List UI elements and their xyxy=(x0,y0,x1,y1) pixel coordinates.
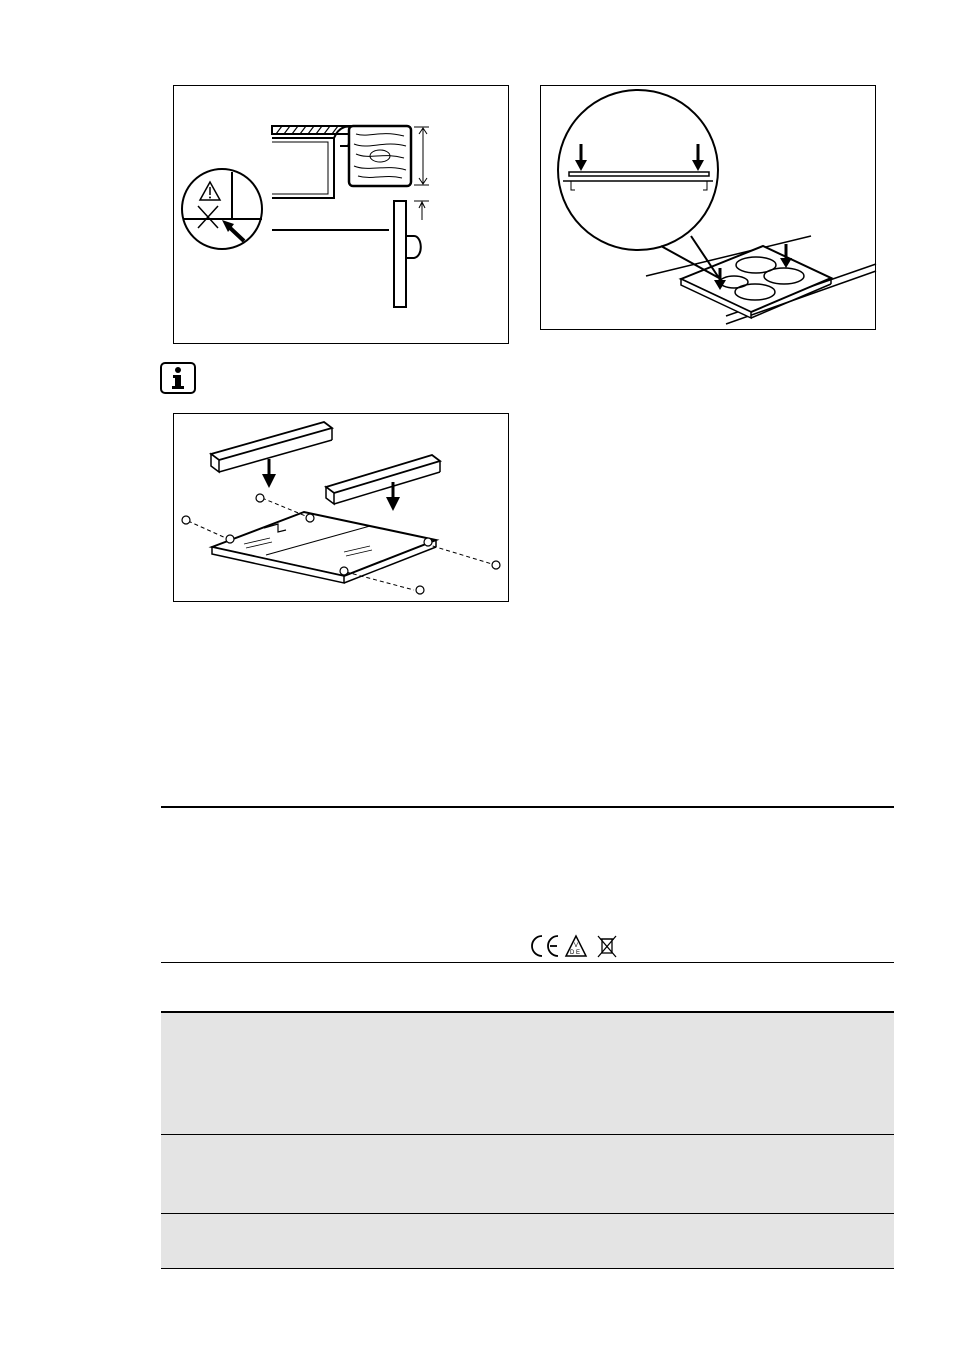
weee-crossed-bin-icon xyxy=(598,936,616,957)
conformity-marks xyxy=(528,932,628,965)
figure-worktop-cross-section xyxy=(173,85,509,344)
section-top-rule xyxy=(161,806,894,808)
vde-mark-icon xyxy=(566,936,586,956)
worktop-cross-section-drawing xyxy=(174,86,510,345)
info-icon xyxy=(160,362,196,394)
figure-hob-placement xyxy=(540,85,876,330)
figure-mounting-brackets xyxy=(173,413,509,602)
table-band-2 xyxy=(161,1135,894,1213)
table-bottom-rule xyxy=(161,1268,894,1269)
hob-placement-drawing xyxy=(541,86,877,331)
mounting-bracket-drawing xyxy=(174,414,510,603)
table-band-3 xyxy=(161,1214,894,1268)
svg-text:D E: D E xyxy=(570,950,581,956)
ce-mark-icon xyxy=(532,936,558,956)
svg-text:V: V xyxy=(574,943,579,949)
section-divider-1 xyxy=(161,962,894,963)
table-band-1 xyxy=(161,1013,894,1134)
